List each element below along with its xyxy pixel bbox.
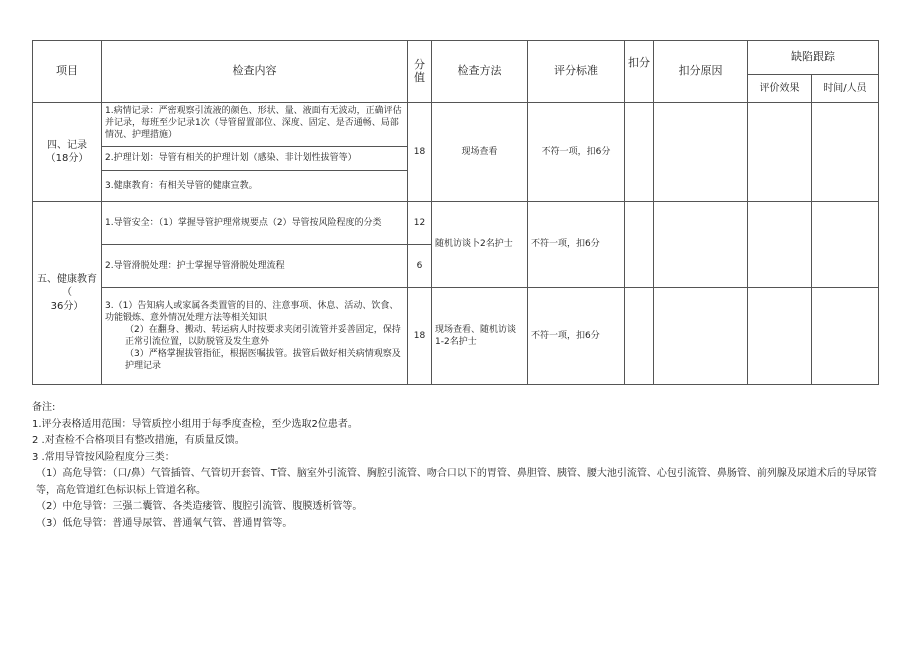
section4-content (102, 103, 408, 202)
section5-group-time-cell (812, 202, 879, 288)
header-score: 分值 (408, 41, 432, 103)
header-standard: 评分标准 (528, 41, 625, 103)
section5-title: 五、健康教育（ (37, 273, 97, 299)
section4-deduct-cell (625, 103, 654, 202)
notes-line-1: 1.评分表格适用范围：导管质控小组用于每季度查检，至少选取2位患者。 (32, 418, 358, 430)
header-method: 检查方法 (432, 41, 528, 103)
inspection-table (32, 40, 879, 385)
section4-item-2: 2.护理计划：导管有相关的护理计划（感染、非计划性拔管等） (102, 147, 407, 171)
section4-method: 现场查看 (432, 103, 528, 202)
section5-group-reason-cell (654, 202, 748, 288)
section5-item-2: 2.导管滑脱处理：护士掌握导管滑脱处理流程 (102, 245, 408, 288)
header-content: 检查内容 (102, 41, 408, 103)
section5-item-1: 1.导管安全：（1）掌握导管护理常规要点（2）导管按风险程度的分类 (102, 202, 408, 245)
section5-group-effect-cell (748, 202, 812, 288)
notes-line-2: 2 .对查检不合格项目有整改措施，有质量反馈。 (32, 435, 245, 446)
section4-title: 四、记录 (47, 139, 87, 151)
notes-title: 备注: (32, 402, 56, 413)
header-deduct: 扣分 (625, 41, 654, 103)
header-reason: 扣分原因 (654, 41, 748, 103)
section5-item3-line-1: 3.（1）告知病人或家属各类置管的目的、注意事项、休息、活动、饮食、功能锻炼、意外情况处理方法等相关知识 (105, 300, 399, 323)
header-time-person: 时间/人员 (812, 75, 879, 103)
section5-item3-effect-cell (748, 288, 812, 385)
section4-time-cell (812, 103, 879, 202)
section4-score: 18 (408, 103, 432, 202)
section4-effect-cell (748, 103, 812, 202)
section5-score-label: 36分） (50, 300, 84, 312)
section5-item3-line-2: （2）在翻身、搬动、转运病人时按要求夹闭引流管并妥善固定，保持正常引流位置，以防脱管及发生意外 (125, 324, 401, 347)
section5-item3-reason-cell (654, 288, 748, 385)
section5-item1-score: 12 (408, 202, 432, 245)
section5-item3-time-cell (812, 288, 879, 385)
section5-item3-score: 18 (408, 288, 432, 385)
header-item: 项目 (33, 41, 102, 103)
section4-category (33, 103, 102, 202)
section4-item-1: 1.病情记录：严密观察引流液的颜色、形状、量、液面有无波动，正确评估并记录，每班至少记录1次（导管留置部位、深度、固定、是否通畅、局部情况、护理措施） (102, 103, 407, 147)
notes-line-5: （2）中危导管：三强二囊管、各类造瘘管、腹腔引流管、腹膜透析管等。 (36, 501, 363, 512)
section5-group-deduct-cell (625, 202, 654, 288)
section5-item3-line-3: （3）严格掌握拔管指征，根据医嘱拔管。拔管后做好相关病情观察及护理记录 (125, 349, 401, 372)
section4-standard: 不符一项，扣6分 (528, 103, 625, 202)
section4-item-3: 3.健康教育：有相关导管的健康宣教。 (105, 180, 258, 191)
section5-item3-standard: 不符一项，扣6分 (528, 288, 625, 385)
section4-reason-cell (654, 103, 748, 202)
section5-item3-deduct-cell (625, 288, 654, 385)
notes-line-6: （3）低危导管：普通导尿管、普通氧气管、普通胃管等。 (36, 517, 293, 529)
header-defect-tracking: 缺陷跟踪 (748, 41, 879, 75)
section5-group-standard: 不符一项，扣6分 (528, 202, 625, 288)
section5-item2-score: 6 (408, 245, 432, 288)
section5-item-3 (102, 288, 408, 385)
section5-category (33, 202, 102, 385)
notes-section (32, 400, 882, 532)
section5-group-method: 随机访谈卜2名护士 (432, 202, 528, 288)
header-effect: 评价效果 (748, 75, 812, 103)
notes-line-3: 3 .常用导管按风险程度分三类： (32, 451, 175, 463)
section5-item3-method: 现场查看、随机访谈1-2名护士 (432, 288, 528, 385)
section4-score-label: （18分） (45, 153, 89, 164)
notes-line-4: （1）高危导管：（口/鼻）气管插管、气管切开套管、T管、脑室外引流管、胸腔引流管、吻合口以下的胃管、鼻胆管、胰管、腰大池引流管、心包引流管、鼻肠管、前列腺及尿道术后的导尿管等，高危管道红色标识标上管道名称。 (36, 468, 877, 496)
